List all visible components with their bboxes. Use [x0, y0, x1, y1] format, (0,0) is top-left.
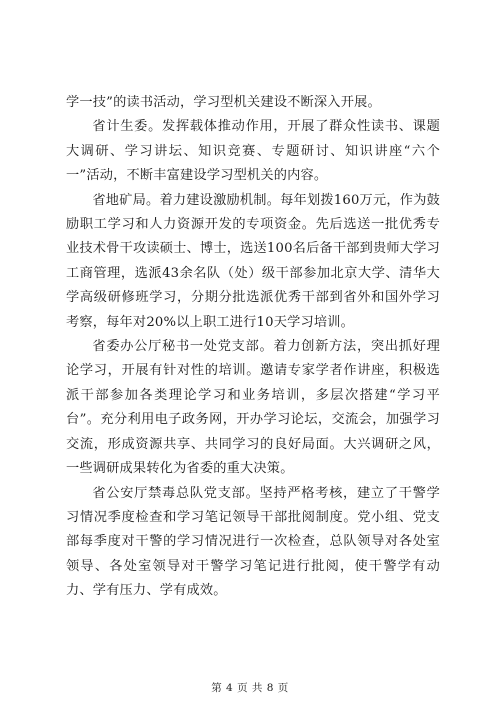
document-body — [66, 91, 440, 604]
page-number-footer: 第 4 页 共 8 页 — [211, 682, 289, 694]
paragraph-family-planning-commission: 省计生委。发挥载体推动作用，开展了群众性读书、课题大调研、学习讲坛、知识竞赛、专题研讨、知识讲座“六个一”活动，不断丰富建设学习型机关的内容。 — [66, 119, 440, 184]
paragraph-continuation: 学一技”的读书活动，学习型机关建设不断深入开展。 — [66, 95, 381, 110]
paragraph-narcotics-brigade-party-branch: 省公安厅禁毒总队党支部。坚持严格考核，建立了干警学习情况季度检查和学习笔记领导干部批阅制度。党小组、党支部每季度对干警的学习情况进行一次检查，总队领导对各处室领导、各处室领导对干警学习笔记进行批阅，使干警学有动力、学有压力、学有成效。 — [66, 485, 440, 599]
paragraph-geology-mineral-bureau: 省地矿局。着力建设激励机制。每年划拨160万元，作为鼓励职工学习和人力资源开发的专项资金。先后选送一批优秀专业技术骨干攻读硕士、博士，选送100名后备干部到贵师大学习工商管理，选派43余名队（处）级干部参加北京大学、清华大学高级研修班学习，分期分批选派优秀干部到省外和国外学习考察，每年对20%以上职工进行10天学习培训。 — [66, 192, 440, 330]
paragraph-general-office-party-branch: 省委办公厅秘书一处党支部。着力创新方法，突出抓好理论学习，开展有针对性的培训。邀请专家学者作讲座，积极选派干部参加各类理论学习和业务培训，多层次搭建“学习平台”。充分利用电子政务网，开办学习论坛，交流会，加强学习交流，形成资源共享、共同学习的良好局面。大兴调研之风，一些调研成果转化为省委的重大决策。 — [66, 339, 440, 477]
